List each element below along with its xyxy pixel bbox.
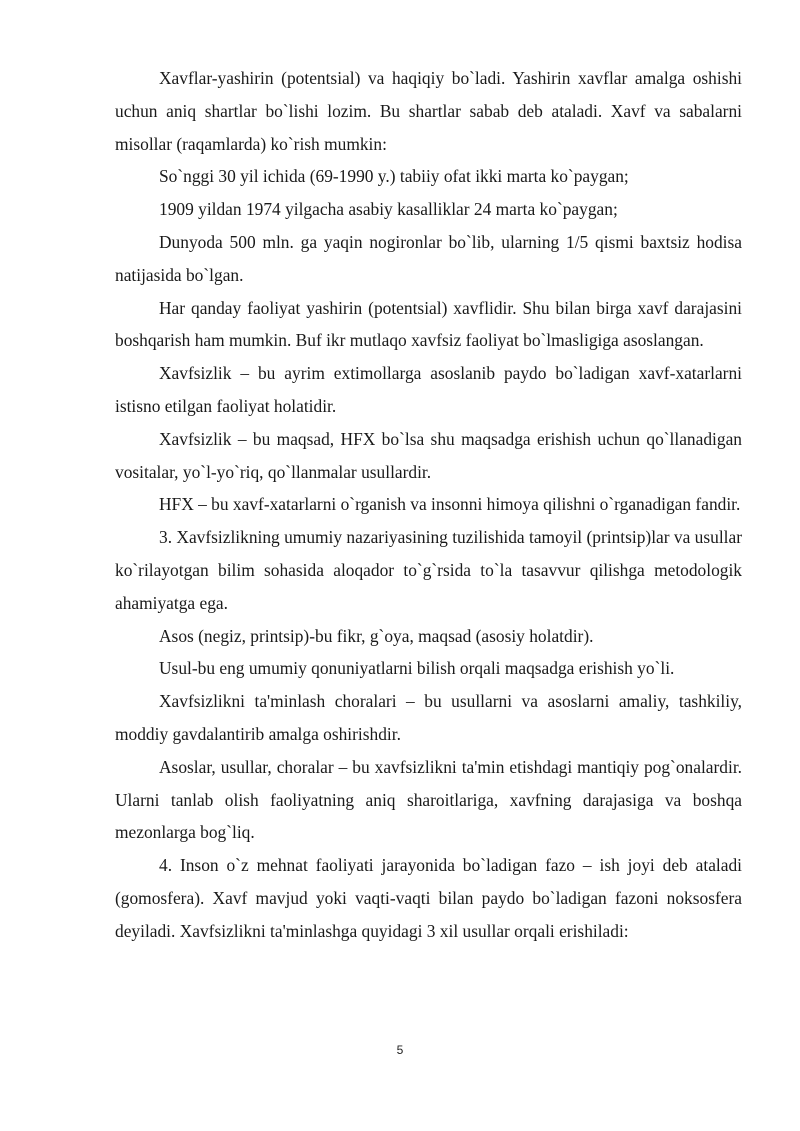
paragraph-safety-measures: Xavfsizlikni ta'minlash choralari – bu usullarni va asoslarni amaliy, tashkiliy, moddiy gavdalantirib amalga oshirishdir. (115, 691, 742, 744)
paragraph-potential-danger: Har qanday faoliyat yashirin (potentsial) xavflidir. Shu bilan birga xavf darajasini boshqarish ham mumkin. Buf ikr mutlaqo xavfsiz faoliyat bo`lmasligiga asoslangan. (115, 297, 742, 351)
paragraph-safety-definition: Xavfsizlik – bu ayrim extimollarga asoslanib paydo bo`ladigan xavf-xatarlarni istisno etilgan faoliyat holatidir. (115, 363, 742, 416)
paragraph-principles-methods: 3. Xavfsizlikning umumiy nazariyasining tuzilishida tamoyil (printsip)lar va usullar ko`rilayotgan bilim sohasida aloqador to`g`rsida to`la tasavvur qilishga metodologik ahamiyatga ega. (115, 527, 742, 613)
paragraph-method-definition: Usul-bu eng umumiy qonuniyatlarni bilish orqali maqsadga erishish yo`li. (159, 658, 675, 679)
paragraph-logical-levels: Asoslar, usullar, choralar – bu xavfsizlikni ta'min etishdagi mantiqiy pog`onalardir. Ularni tanlab olish faoliyatning aniq sharoitlariga, xavfning darajasiga va boshqa mezonlarga bog`liq. (115, 756, 742, 843)
paragraph-workplace: 4. Inson o`z mehnat faoliyati jarayonida bo`ladigan fazo – ish joyi deb ataladi (gomosfera). Xavf mavjud yoki vaqti-vaqti bilan paydo bo`ladigan fazoni noksosfera deyiladi. Xavfsizlikni ta'minlashga quyidagi 3 xil usullar orqali erishiladi: (115, 855, 742, 941)
document-body (115, 62, 742, 948)
page-number: 5 (396, 1043, 404, 1057)
paragraph-disabled-people: Dunyoda 500 mln. ga yaqin nogironlar bo`lib, ularning 1/5 qismi baxtsiz hodisa natijasida bo`lgan. (115, 231, 742, 285)
paragraph-hfx-definition: HFX – bu xavf-xatarlarni o`rganish va insonni himoya qilishni o`rganadigan fandir. (159, 494, 741, 515)
paragraph-principle-definition: Asos (negiz, printsip)-bu fikr, g`oya, maqsad (asosiy holatdir). (159, 625, 594, 646)
paragraph-safety-goal: Xavfsizlik – bu maqsad, HFX bo`lsa shu maqsadga erishish uchun qo`llanadigan vositalar, yo`l-yo`riq, qo`llanmalar usullardir. (115, 428, 742, 482)
paragraph-hazard-types: Xavflar-yashirin (potentsial) va haqiqiy bo`ladi. Yashirin xavflar amalga oshishi uchun aniq shartlar bo`lishi lozim. Bu shartlar sabab deb ataladi. Xavf va sabalarni misollar (raqamlarda) ko`rish mumkin: (115, 68, 742, 154)
paragraph-nervous-diseases: 1909 yildan 1974 yilgacha asabiy kasalliklar 24 marta ko`paygan; (159, 199, 618, 220)
paragraph-natural-disasters: So`nggi 30 yil ichida (69-1990 y.) tabiiy ofat ikki marta ko`paygan; (159, 166, 629, 187)
